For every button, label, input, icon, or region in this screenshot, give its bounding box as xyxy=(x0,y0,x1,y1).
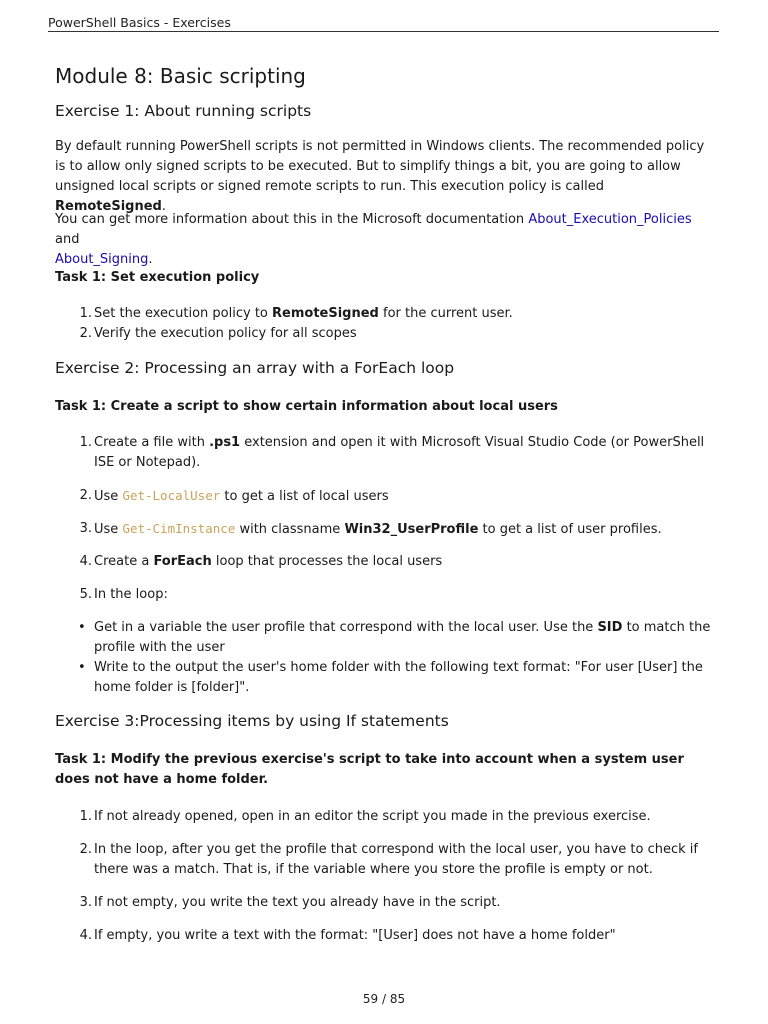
list-item: 2. In the loop, after you get the profile that correspond with the local user, you have to check if there was a match. That is, if the variable where you store the profile is empty or not. xyxy=(79,842,698,877)
list-item: 5. In the loop: xyxy=(79,587,168,602)
about-signing-link[interactable]: About_Signing xyxy=(55,252,149,267)
bullet-icon: • xyxy=(78,660,86,675)
exercise-2-title: Exercise 2: Processing an array with a ForEach loop xyxy=(55,359,455,377)
ex1-paragraph-1: By default running PowerShell scripts is not permitted in Windows clients. The recommended policy is to allow only signed scripts to be executed. But to simplify things a bit, you are going to allow unsigned local scripts or signed remote scripts to run. This execution policy is called RemoteSigned. xyxy=(55,139,705,214)
exercise-3-title: Exercise 3:Processing items by using If statements xyxy=(55,712,449,730)
about-execution-policies-link[interactable]: About_Execution_Policies xyxy=(528,212,692,227)
running-header: PowerShell Basics - Exercises xyxy=(48,15,719,32)
list-item: 3. Use Get-CimInstance with classname Win32_UserProfile to get a list of user profiles. xyxy=(79,521,662,537)
list-item: 1. If not already opened, open in an editor the script you made in the previous exercise. xyxy=(79,809,651,824)
get-ciminstance-code: Get-CimInstance xyxy=(122,521,236,536)
page-number: 59 / 85 xyxy=(362,992,406,1006)
list-item: 1. Set the execution policy to RemoteSigned for the current user. xyxy=(79,306,513,321)
bullet-item: • Get in a variable the user profile that correspond with the local user. Use the SID to match the profile with the user xyxy=(78,620,711,655)
bullet-icon: • xyxy=(78,620,86,635)
ex2-task-title: Task 1: Create a script to show certain information about local users xyxy=(55,399,558,414)
list-item: 4. Create a ForEach loop that processes the local users xyxy=(79,554,443,569)
list-item: 3. If not empty, you write the text you already have in the script. xyxy=(79,895,501,910)
ex1-paragraph-2: You can get more information about this in the Microsoft documentation About_Execution_Policies and About_Signing. xyxy=(55,212,692,267)
bullet-item: • Write to the output the user's home folder with the following text format: "For user [User] the home folder is [folder]". xyxy=(78,660,703,695)
get-localuser-code: Get-LocalUser xyxy=(122,488,221,503)
ex1-task-title: Task 1: Set execution policy xyxy=(55,270,260,285)
module-title: Module 8: Basic scripting xyxy=(55,64,306,88)
list-item: 4. If empty, you write a text with the format: "[User] does not have a home folder" xyxy=(79,928,616,943)
list-item: 2. Verify the execution policy for all scopes xyxy=(79,326,357,341)
list-item: 2. Use Get-LocalUser to get a list of local users xyxy=(79,488,389,504)
list-item: 1. Create a file with .ps1 extension and open it with Microsoft Visual Studio Code (or PowerShell ISE or Notepad). xyxy=(79,435,705,470)
exercise-1-title: Exercise 1: About running scripts xyxy=(55,102,312,120)
ex3-task-title: Task 1: Modify the previous exercise's script to take into account when a system user does not have a home folder. xyxy=(55,752,684,787)
